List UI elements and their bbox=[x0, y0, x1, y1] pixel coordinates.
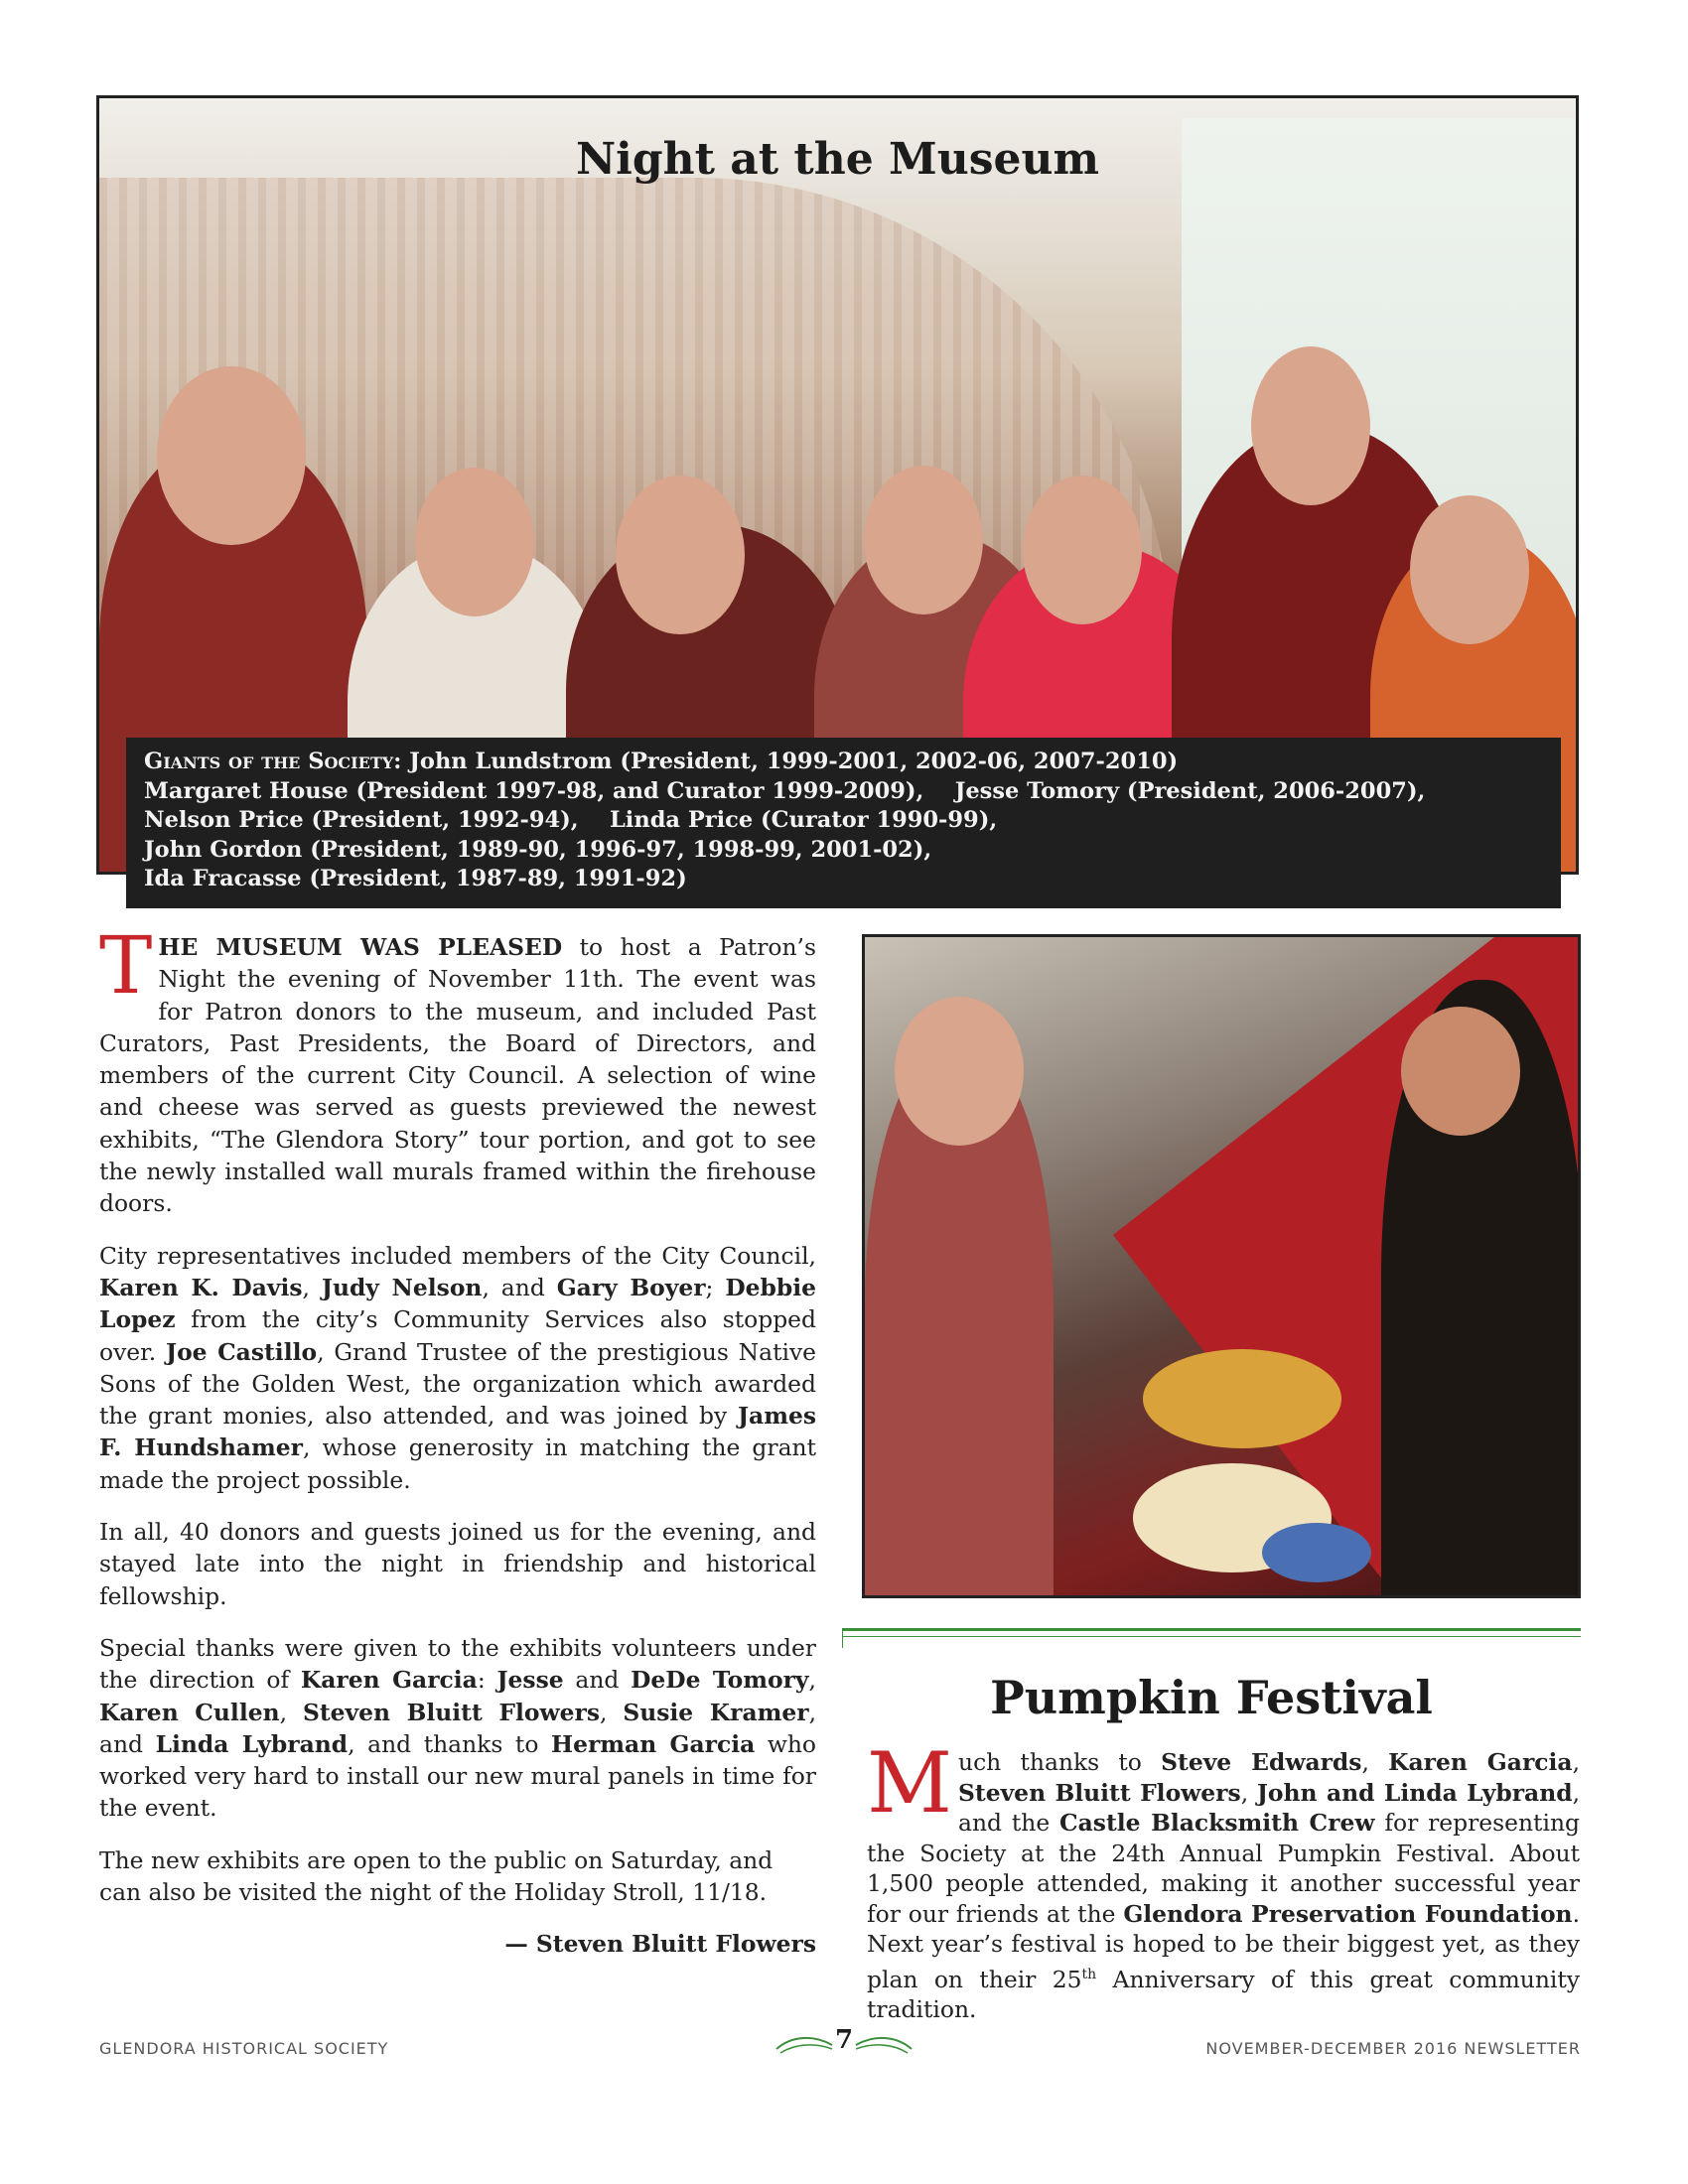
name: Joe Castillo bbox=[166, 1337, 318, 1366]
caption-line bbox=[144, 748, 1543, 777]
text: , and the bbox=[958, 1778, 1580, 1837]
text: uch thanks to bbox=[958, 1748, 1162, 1776]
text: , Grand Trustee of the prestigious Native Sons of the Golden West, the organization which awarded the grant monies, also attended, and was joined by bbox=[99, 1337, 817, 1431]
lead-in: HE MUSEUM WAS PLEASED bbox=[158, 933, 563, 961]
name: Karen K. Davis bbox=[99, 1273, 303, 1301]
name: Debbie Lopez bbox=[99, 1273, 816, 1334]
name: John and Linda Lybrand bbox=[1256, 1778, 1573, 1807]
name: Glendora Preservation Foundation bbox=[1123, 1899, 1573, 1928]
drop-cap: M bbox=[867, 1734, 953, 1832]
guest-face bbox=[895, 997, 1024, 1146]
flourish-left-icon bbox=[774, 2031, 834, 2061]
name: Linda Lybrand bbox=[155, 1729, 349, 1758]
person-face bbox=[1410, 495, 1529, 644]
text: . Next year’s festival is hoped to be their biggest yet, as they plan on their 25 bbox=[867, 1899, 1580, 1993]
caption-label: Giants of the Society: bbox=[144, 749, 402, 774]
name: Steven Bluitt Flowers bbox=[302, 1698, 600, 1726]
fruit-platter bbox=[1143, 1349, 1341, 1448]
person-face bbox=[864, 466, 983, 614]
page-number bbox=[774, 2025, 914, 2065]
caption-line: Ida Fracasse (President, 1987-89, 1991-92) bbox=[144, 866, 687, 891]
page-number-text: 7 bbox=[834, 2025, 854, 2055]
drop-cap: T bbox=[99, 919, 153, 1012]
name: Karen Garcia bbox=[1388, 1748, 1573, 1776]
text: , whose generosity in matching the grant made the project possible. bbox=[99, 1433, 816, 1494]
section-rule bbox=[842, 1628, 1581, 1631]
caption-text: John Lundstrom (President, 1999-2001, 2002-06, 2007-2010) bbox=[401, 749, 1179, 774]
text: , and thanks to bbox=[348, 1729, 551, 1758]
museum-article bbox=[99, 919, 817, 1961]
text: , bbox=[1572, 1748, 1580, 1776]
footer-right: NOVEMBER-DECEMBER 2016 NEWSLETTER bbox=[1205, 2039, 1581, 2058]
person-face bbox=[1023, 476, 1142, 624]
text: who worked very hard to install our new mural panels in time for the event. bbox=[99, 1729, 816, 1823]
photo-caption bbox=[126, 738, 1561, 908]
name: Karen Cullen bbox=[99, 1698, 280, 1726]
pumpkin-article bbox=[867, 1734, 1580, 2024]
name: DeDe Tomory bbox=[631, 1666, 809, 1695]
caption-line: John Gordon (President, 1989-90, 1996-97, 1998-99, 2001-02), bbox=[144, 836, 932, 863]
text: Anniversary of this great community tradition. bbox=[867, 1965, 1580, 2023]
name: Jesse bbox=[496, 1666, 564, 1695]
article-paragraph: The new exhibits are open to the public on Saturday, and can also be visited the night of the Holiday Stroll, 11/18. bbox=[99, 1845, 774, 1907]
person-face bbox=[616, 476, 745, 634]
name: Susie Kramer bbox=[623, 1698, 809, 1726]
text: , bbox=[302, 1273, 322, 1301]
section-rule bbox=[842, 1636, 1581, 1637]
candy-bowl bbox=[1262, 1523, 1371, 1582]
footer-left: GLENDORA HISTORICAL SOCIETY bbox=[99, 2039, 389, 2058]
reception-photo bbox=[862, 934, 1581, 1598]
article-paragraph: In all, 40 donors and guests joined us for the evening, and stayed late into the night in friendship and historical fellowship. bbox=[99, 1518, 816, 1610]
name: Karen Garcia bbox=[300, 1666, 478, 1695]
name: Herman Garcia bbox=[551, 1729, 756, 1758]
text: , and bbox=[482, 1273, 557, 1301]
pumpkin-festival-title: Pumpkin Festival bbox=[990, 1671, 1433, 1724]
person-face bbox=[1251, 346, 1370, 505]
section-rule bbox=[842, 1628, 843, 1648]
caption-line: Nelson Price (President, 1992-94), Linda Price (Curator 1990-99), bbox=[144, 807, 998, 833]
text: Special thanks were given to the exhibits volunteers under the direction of bbox=[99, 1633, 816, 1695]
paragraph-text: to host a Patron’s Night the evening of November 11th. The event was for Patron donors to the museum, and included Past Curators, Past Presidents, the Board of Directors, and members of the current City Council. A selection of wine and cheese was served as guests previewed the newest exhibits, “The Glendora Story” tour portion, and got to see the newly installed wall murals framed within the firehouse doors. bbox=[99, 933, 816, 1218]
name: Gary Boyer bbox=[556, 1273, 706, 1301]
caption-line: Margaret House (President 1997-98, and Curator 1999-2009), Jesse Tomory (President, 2006-2007), bbox=[144, 777, 1426, 804]
article-paragraph bbox=[99, 1632, 816, 1825]
text: : bbox=[477, 1666, 497, 1695]
text: and bbox=[563, 1666, 632, 1695]
text: , bbox=[279, 1698, 303, 1726]
article-paragraph bbox=[99, 919, 816, 1220]
text: for representing the Society at the 24th Annual Pumpkin Festival. About 1,500 people attended, making it another successful year for our friends at the bbox=[867, 1809, 1580, 1928]
name: Judy Nelson bbox=[321, 1273, 483, 1301]
name: James F. Hundshamer bbox=[99, 1402, 816, 1462]
text: , and bbox=[99, 1698, 816, 1758]
name: Castle Blacksmith Crew bbox=[1059, 1809, 1375, 1837]
name: Steve Edwards bbox=[1161, 1748, 1362, 1776]
flourish-right-icon bbox=[854, 2031, 914, 2061]
person-face bbox=[415, 468, 534, 616]
name: Steven Bluitt Flowers bbox=[958, 1778, 1241, 1807]
text: , bbox=[1240, 1778, 1257, 1807]
article-paragraph bbox=[99, 1240, 816, 1496]
article-signature: — Steven Bluitt Flowers bbox=[504, 1930, 816, 1959]
text: , bbox=[600, 1698, 624, 1726]
text: , bbox=[1361, 1748, 1389, 1776]
guest-face bbox=[1401, 1007, 1520, 1136]
text: City representatives included members of the City Council, bbox=[99, 1241, 816, 1270]
person-face bbox=[157, 366, 306, 545]
hero-title: Night at the Museum bbox=[575, 134, 1100, 185]
superscript: th bbox=[1081, 1966, 1097, 1982]
text: from the city’s Community Services also stopped over. bbox=[99, 1305, 816, 1366]
text: ; bbox=[705, 1273, 726, 1301]
text: , bbox=[808, 1666, 816, 1695]
